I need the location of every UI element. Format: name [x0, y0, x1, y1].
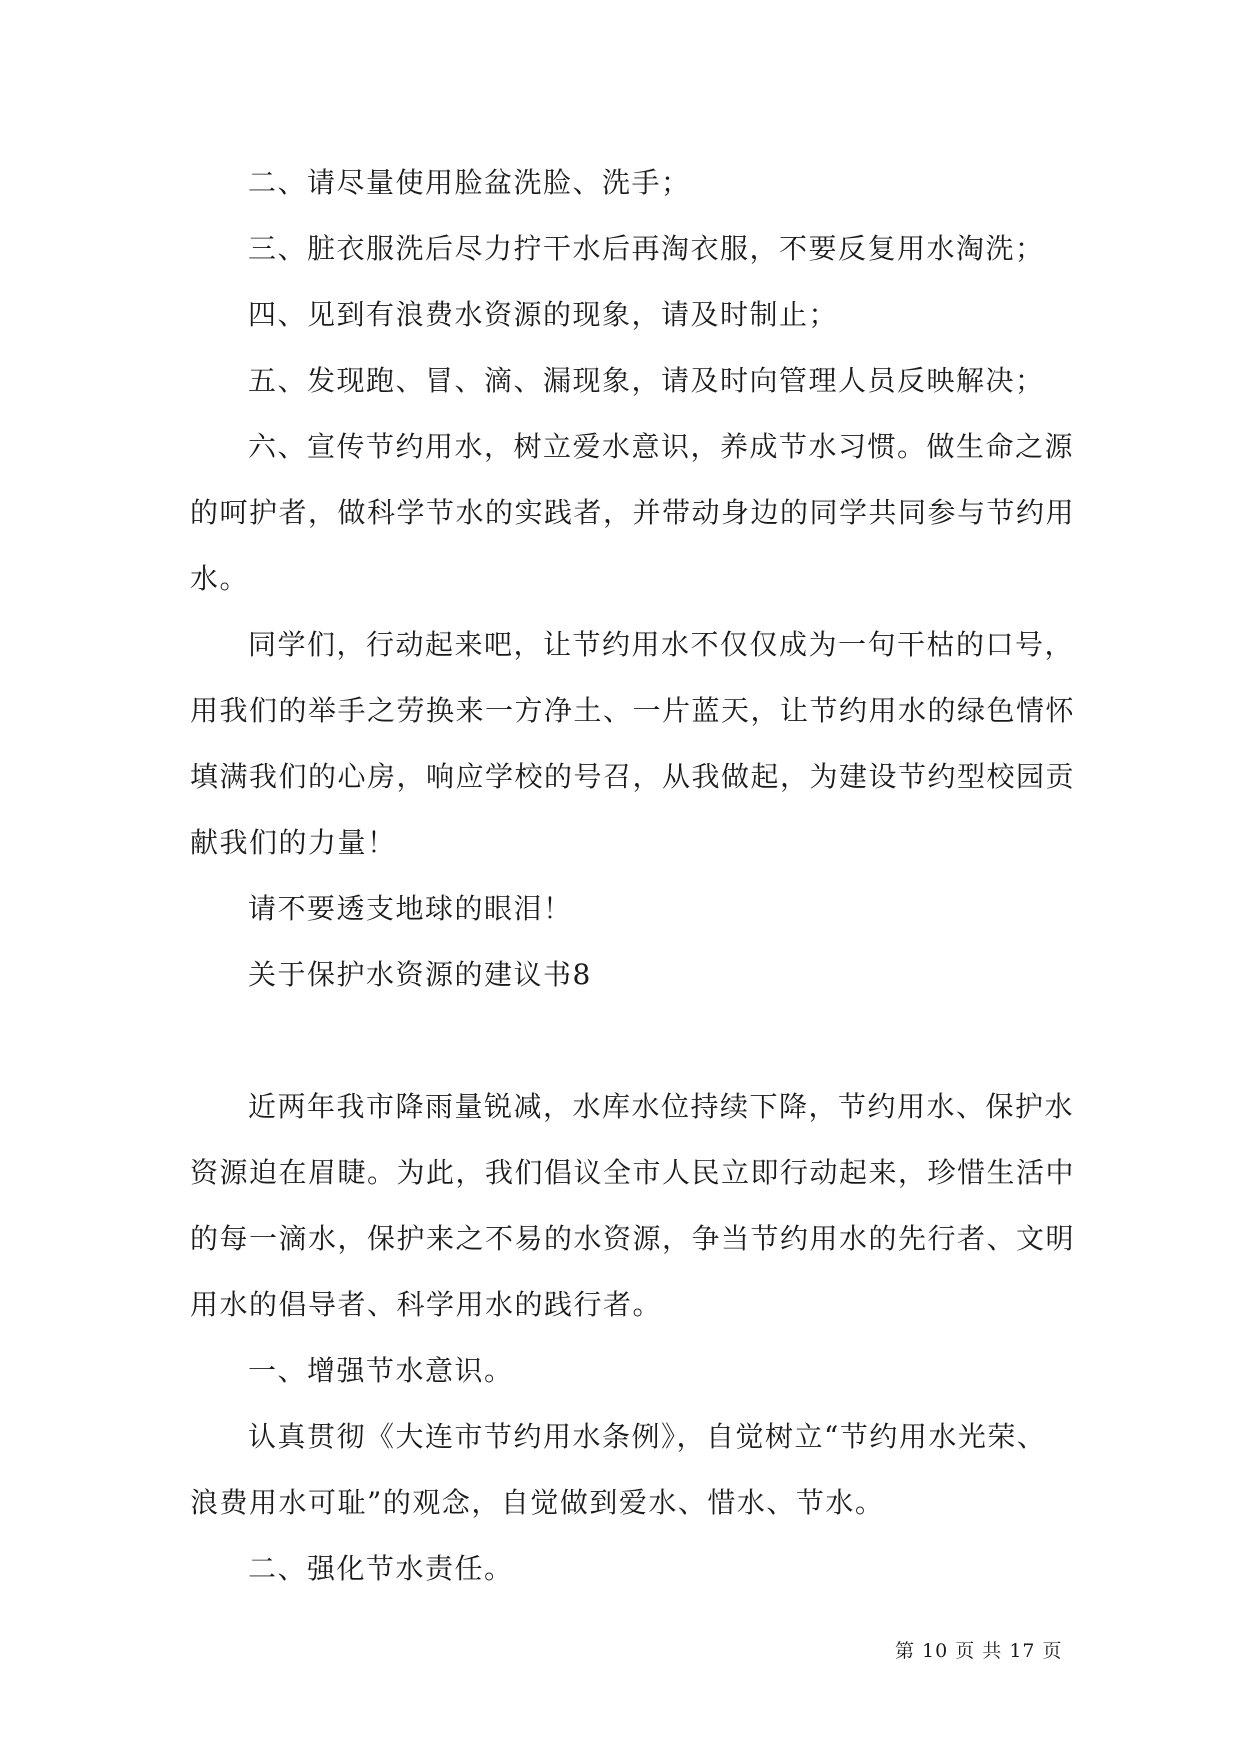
paragraph-line: 的每一滴水，保护来之不易的水资源，争当节约用水的先行者、文明: [190, 1222, 1076, 1255]
paragraph-line: 二、强化节水责任。: [248, 1552, 514, 1585]
paragraph-line: 同学们，行动起来吧，让节约用水不仅仅成为一句干枯的口号，: [248, 628, 1075, 661]
paragraph-line: 近两年我市降雨量锐减，水库水位持续下降，节约用水、保护水: [248, 1090, 1075, 1123]
paragraph-line: 请不要透支地球的眼泪！: [248, 892, 573, 925]
paragraph-line: 六、宣传节约用水，树立爱水意识，养成节水习惯。做生命之源: [248, 430, 1075, 463]
paragraph-line: 三、脏衣服洗后尽力拧干水后再淘衣服，不要反复用水淘洗；: [248, 232, 1045, 265]
paragraph-line: 填满我们的心房，响应学校的号召，从我做起，为建设节约型校园贡: [190, 760, 1076, 793]
paragraph-line: 五、发现跑、冒、滴、漏现象，请及时向管理人员反映解决；: [248, 364, 1045, 397]
section-heading: 关于保护水资源的建议书8: [248, 958, 592, 991]
paragraph-line: 用水的倡导者、科学用水的践行者。: [190, 1288, 663, 1321]
paragraph-line: 认真贯彻《大连市节约用水条例》，自觉树立“节约用水光荣、: [248, 1420, 1047, 1453]
paragraph-line: 四、见到有浪费水资源的现象，请及时制止；: [248, 298, 839, 331]
paragraph-line: 水。: [190, 562, 250, 595]
paragraph-line: 献我们的力量！: [190, 826, 397, 859]
paragraph-line: 浪费用水可耻”的观念，自觉做到爱水、惜水、节水。: [190, 1486, 885, 1519]
paragraph-line: 一、增强节水意识。: [248, 1354, 514, 1387]
paragraph-line: 用我们的举手之劳换来一方净土、一片蓝天，让节约用水的绿色情怀: [190, 694, 1076, 727]
page-number: 第 10 页 共 17 页: [895, 1640, 1063, 1662]
paragraph-line: 资源迫在眉睫。为此，我们倡议全市人民立即行动起来，珍惜生活中: [190, 1156, 1076, 1189]
paragraph-line: 的呵护者，做科学节水的实践者，并带动身边的同学共同参与节约用: [190, 496, 1076, 529]
paragraph-line: 二、请尽量使用脸盆洗脸、洗手；: [248, 166, 691, 199]
